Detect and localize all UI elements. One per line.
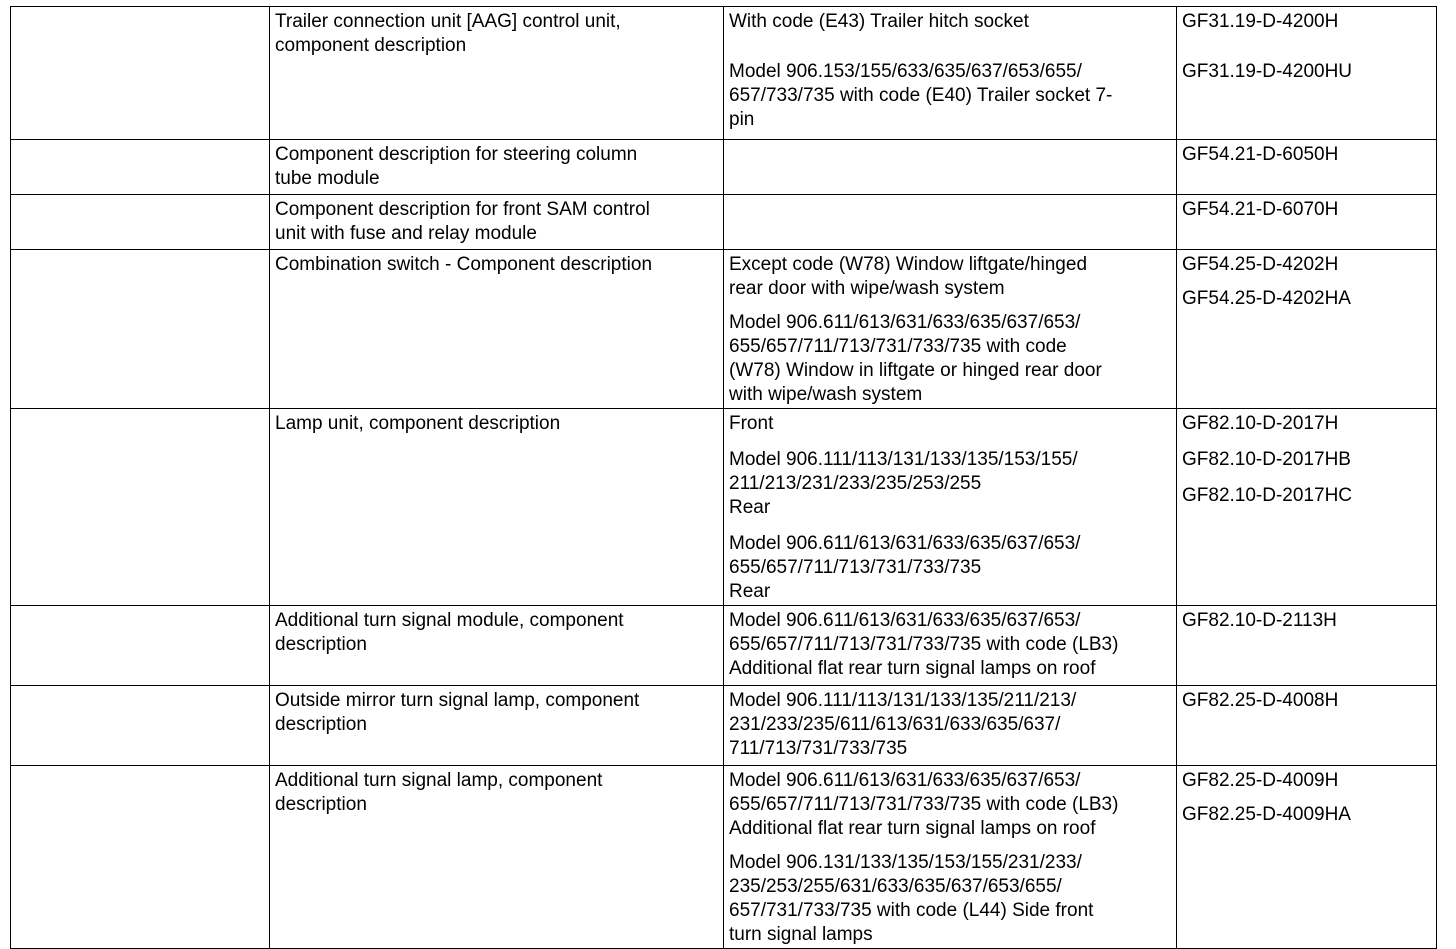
table-row — [11, 606, 1437, 686]
component-description-cell — [270, 409, 724, 606]
blank-cell — [11, 140, 270, 195]
document-code-cell — [1177, 140, 1437, 195]
component-description-cell — [270, 140, 724, 195]
document-code: GF54.21-D-6070H — [1182, 199, 1339, 220]
condition-cell — [724, 686, 1177, 766]
document-code-cell — [1177, 250, 1437, 409]
document-code: GF54.21-D-6050H — [1182, 144, 1339, 165]
condition-text: Model 906.611/613/631/633/635/637/653/ 655/657/711/713/731/733/735 with code (LB3) Additional flat rear turn signal lamps on roof — [729, 610, 1119, 679]
table-row — [11, 409, 1437, 606]
blank-cell — [11, 7, 270, 140]
blank-cell — [11, 195, 270, 250]
blank-cell — [11, 686, 270, 766]
table-row — [11, 766, 1437, 949]
condition-text: Model 906.611/613/631/633/635/637/653/ 655/657/711/713/731/733/735 Rear — [729, 533, 1081, 602]
document-code: GF54.25-D-4202H — [1182, 254, 1339, 275]
condition-cell — [724, 250, 1177, 409]
document-code: GF82.25-D-4009H — [1182, 770, 1339, 791]
blank-cell — [11, 766, 270, 949]
blank-cell — [11, 606, 270, 686]
condition-cell — [724, 766, 1177, 949]
document-code-cell — [1177, 409, 1437, 606]
component-description: Lamp unit, component description — [275, 413, 561, 434]
condition-text: Model 906.611/613/631/633/635/637/653/ 655/657/711/713/731/733/735 with code (W78) Window in liftgate or hinged rear door with wipe/wash system — [729, 312, 1102, 405]
component-description-cell — [270, 195, 724, 250]
component-description: Additional turn signal lamp, component description — [275, 770, 603, 815]
component-description: Additional turn signal module, component description — [275, 610, 624, 655]
document-code: GF31.19-D-4200H — [1182, 11, 1339, 32]
component-description-cell — [270, 7, 724, 140]
condition-text: Except code (W78) Window liftgate/hinged rear door with wipe/wash system — [729, 254, 1088, 299]
component-description: Component description for front SAM control unit with fuse and relay module — [275, 199, 650, 244]
component-description: Outside mirror turn signal lamp, component description — [275, 690, 640, 735]
table-row — [11, 7, 1437, 140]
document-code-cell — [1177, 606, 1437, 686]
document-code-cell — [1177, 195, 1437, 250]
document-code-cell — [1177, 7, 1437, 140]
table-body — [11, 7, 1437, 949]
table-row — [11, 250, 1437, 409]
condition-cell — [724, 606, 1177, 686]
document-code-cell — [1177, 686, 1437, 766]
document-code: GF82.25-D-4009HA — [1182, 804, 1351, 825]
component-description-cell — [270, 606, 724, 686]
table-row — [11, 195, 1437, 250]
document-code: GF82.25-D-4008H — [1182, 690, 1339, 711]
condition-cell — [724, 409, 1177, 606]
document-code: GF82.10-D-2113H — [1182, 610, 1337, 631]
condition-cell — [724, 195, 1177, 250]
component-description-cell — [270, 250, 724, 409]
blank-cell — [11, 409, 270, 606]
blank-cell — [11, 250, 270, 409]
component-description-cell — [270, 766, 724, 949]
component-description: Trailer connection unit [AAG] control unit, component description — [275, 11, 621, 56]
document-code-cell — [1177, 766, 1437, 949]
condition-cell — [724, 140, 1177, 195]
condition-text: With code (E43) Trailer hitch socket — [729, 11, 1029, 32]
component-reference-table — [10, 6, 1437, 949]
condition-text: Model 906.111/113/131/133/135/211/213/ 231/233/235/611/613/631/633/635/637/ 711/713/731/733/735 — [729, 690, 1077, 759]
component-description: Component description for steering column tube module — [275, 144, 638, 189]
condition-cell — [724, 7, 1177, 140]
document-code: GF31.19-D-4200HU — [1182, 61, 1353, 82]
condition-text: Model 906.111/113/131/133/135/153/155/ 211/213/231/233/235/253/255 Rear — [729, 449, 1078, 518]
component-description-cell — [270, 686, 724, 766]
table-row — [11, 686, 1437, 766]
condition-text: Model 906.131/133/135/153/155/231/233/ 235/253/255/631/633/635/637/653/655/ 657/731/733/735 with code (L44) Side front turn signal lamps — [729, 852, 1094, 945]
document-code: GF54.25-D-4202HA — [1182, 288, 1351, 309]
condition-text: Model 906.153/155/633/635/637/653/655/ 657/733/735 with code (E40) Trailer socket 7- pin — [729, 61, 1113, 130]
document-code: GF82.10-D-2017HC — [1182, 485, 1353, 506]
component-description: Combination switch - Component description — [275, 254, 653, 275]
condition-text: Model 906.611/613/631/633/635/637/653/ 655/657/711/713/731/733/735 with code (LB3) Additional flat rear turn signal lamps on roof — [729, 770, 1119, 839]
table-row — [11, 140, 1437, 195]
document-code: GF82.10-D-2017H — [1182, 413, 1339, 434]
condition-text: Front — [729, 413, 774, 434]
document-code: GF82.10-D-2017HB — [1182, 449, 1351, 470]
